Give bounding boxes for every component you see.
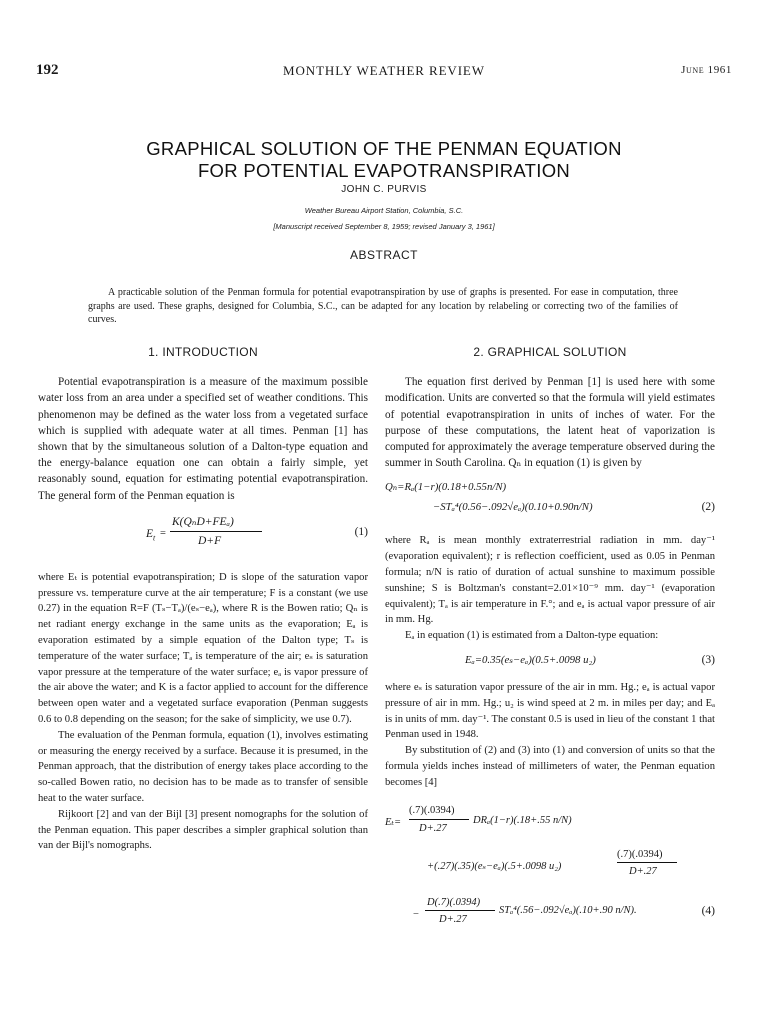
eq1-equals: = bbox=[160, 527, 166, 539]
author-affiliation: Weather Bureau Airport Station, Columbia, S.C. bbox=[304, 206, 464, 215]
section-heading-introduction: 1. INTRODUCTION bbox=[148, 345, 258, 359]
graphical-paragraph-4: where eₛ is saturation vapor pressure of the air in mm. Hg.; eₐ is actual vapor pressure of air in mm. Hg.; u₂ is wind speed at 2 m. in miles per day; and Eₐ is in units of mm. day⁻¹. The constant 0.5 is used in lieu of the constant 1 that Penman used in 1948. bbox=[385, 682, 715, 741]
eq1-lhs: $E_t$ bbox=[146, 527, 156, 543]
abstract-heading: ABSTRACT bbox=[349, 248, 418, 262]
eq2-line-2: −STₐ⁴(0.56−.092√eₐ)(0.10+0.90n/N) bbox=[433, 501, 593, 514]
graphical-paragraph-2: where Rₐ is mean monthly extraterrestrial radiation in mm. day⁻¹ (evaporation equivalent); r is reflection coefficient, used as 0.05 in Penman formula; n/N is ratio of duration of actual sunshine to maximum possible sunshine; S is Boltzman's constant=2.01×10⁻⁹ mm. day⁻¹ (evaporation equivalent); Tₐ is air temperature in F.°; and eₐ is actual vapor pressure of air in mm. Hg. bbox=[385, 535, 715, 626]
intro-paragraph-1: Potential evapotranspiration is a measure of the maximum possible water loss from an area under a specified set of weather conditions. This phenomenon may be defined as the water loss from a vegetated surface which is supplied with adequate water at all times. Penman [1] has shown that by the simultaneous solution of a Dalton-type equation and the energy-balance equation one can obtain a fairly simple, yet reasonably sound, equation for estimating potential evapotranspiration. The general form of the Penman equation is bbox=[38, 376, 368, 502]
eq1-number: (1) bbox=[354, 525, 368, 538]
eq4-frac2-numerator: (.7)(.0394) bbox=[617, 848, 663, 860]
graphical-paragraph-5: By substitution of (2) and (3) into (1) and conversion of units so that the formula yields inches instead of millimeters of water, the Penman equation becomes [4] bbox=[385, 745, 715, 788]
section-heading-graphical-solution: 2. GRAPHICAL SOLUTION bbox=[473, 345, 627, 359]
eq4-number: (4) bbox=[701, 904, 715, 917]
eq2-line-1: Qₙ=Rₐ(1−r)(0.18+0.55n/N) bbox=[385, 481, 507, 494]
eq4-term-2: +(.27)(.35)(eₛ−eₐ)(.5+.0098 u₂) bbox=[427, 860, 562, 872]
intro-paragraph-2: where Eₜ is potential evapotranspiration; D is slope of the saturation vapor pressure vs. temperature curve at the air temperature; F is a constant (we use 0.27) in the equation R=F (Tₛ−Tₐ)/(eₛ−eₐ), where R is the Bowen ratio; Qₙ is net radiant energy exchange in the same units as the evaporation; Eₐ is evaporation estimated by a simple equation of the Dalton type; Tₛ is temperature of the water surface; Tₐ is temperature of the air; eₛ is saturation vapor pressure at the temperature of the water surface; eₐ is vapor pressure of the air above the water; and K is a factor applied to account for the difference between open water and a vegetated surface evaporation (Penman suggests 0.6 to 0.8 depending on the season; for the sake of simplicity, we use 0.7). bbox=[38, 571, 368, 725]
eq4-frac2-denominator: D+.27 bbox=[629, 865, 657, 877]
equation-4 bbox=[385, 799, 715, 929]
eq1-numerator: K(QₙD+FEₐ) bbox=[172, 515, 234, 528]
title-line-2: FOR POTENTIAL EVAPOTRANSPIRATION bbox=[197, 160, 571, 181]
title-line-1: GRAPHICAL SOLUTION OF THE PENMAN EQUATION bbox=[146, 138, 622, 159]
right-column bbox=[385, 344, 715, 929]
equation-1 bbox=[38, 514, 368, 554]
equation-3 bbox=[385, 650, 715, 672]
eq4-frac3-bar bbox=[425, 910, 495, 911]
page-number: 192 bbox=[36, 62, 59, 78]
eq4-term-3: STₐ⁴(.56−.092√eₐ)(.10+.90 n/N). bbox=[499, 904, 637, 916]
intro-paragraph-3: The evaluation of the Penman formula, equation (1), involves estimating or measuring the energy received by a surface. Because it is presumed, in the Penman approach, that the distribution of energy takes place according to the so-called Bowen ratio, no decision has to be made as to transfer of sensible heat to the water surface. bbox=[38, 729, 368, 804]
equation-2 bbox=[385, 479, 715, 523]
eq2-number: (2) bbox=[701, 501, 715, 514]
eq4-frac3-numerator: D(.7)(.0394) bbox=[427, 896, 481, 908]
eq4-frac3-denominator: D+.27 bbox=[439, 913, 467, 925]
eq4-term-1: DRₐ(1−r)(.18+.55 n/N) bbox=[473, 814, 572, 826]
eq4-frac1-numerator: (.7)(.0394) bbox=[409, 804, 455, 816]
eq4-frac2-bar bbox=[617, 862, 677, 863]
eq3-text: Eₐ=0.35(eₛ−eₐ)(0.5+.0098 u₂) bbox=[465, 654, 596, 666]
eq1-denominator: D+F bbox=[198, 534, 222, 547]
left-column bbox=[38, 344, 368, 854]
graphical-paragraph-1: The equation first derived by Penman [1] is used here with some modification. Units are converted so that the formula will yield estimates of potential evapotranspiration in units of inches of water. For the purpose of these computations, the latent heat of vaporization is computed for approximately the average temperature observed during the summer in South Carolina. Qₙ in equation (1) is given by bbox=[385, 376, 715, 470]
issue-date: June 1961 bbox=[681, 64, 732, 76]
abstract-text: A practicable solution of the Penman formula for potential evapotranspiration by use of graphs is presented. For ease in computation, three graphs are used. These graphs, designed for Columbia, S.C., can be adapted for any location by relabeling or correcting two of the families of curves. bbox=[88, 287, 678, 325]
intro-paragraph-4: Rijkoort [2] and van der Bijl [3] present nomographs for the solution of the Penman equation. This paper describes a simpler graphical solution than van der Bijl's nomographs. bbox=[38, 808, 368, 852]
journal-name: MONTHLY WEATHER REVIEW bbox=[283, 63, 485, 78]
manuscript-note: [Manuscript received September 8, 1959; revised January 3, 1961] bbox=[273, 222, 495, 231]
running-head bbox=[36, 62, 732, 82]
eq4-minus: − bbox=[413, 908, 419, 920]
eq3-number: (3) bbox=[701, 654, 715, 666]
graphical-paragraph-3: Eₐ in equation (1) is estimated from a Dalton-type equation: bbox=[405, 630, 659, 642]
eq4-frac1-denominator: D+.27 bbox=[419, 822, 447, 834]
eq1-fraction-bar bbox=[170, 531, 262, 532]
article-title bbox=[60, 138, 708, 182]
eq4-frac1-bar bbox=[409, 819, 469, 820]
eq4-lhs: Eₜ= bbox=[385, 816, 402, 828]
author-name: JOHN C. PURVIS bbox=[341, 184, 427, 195]
